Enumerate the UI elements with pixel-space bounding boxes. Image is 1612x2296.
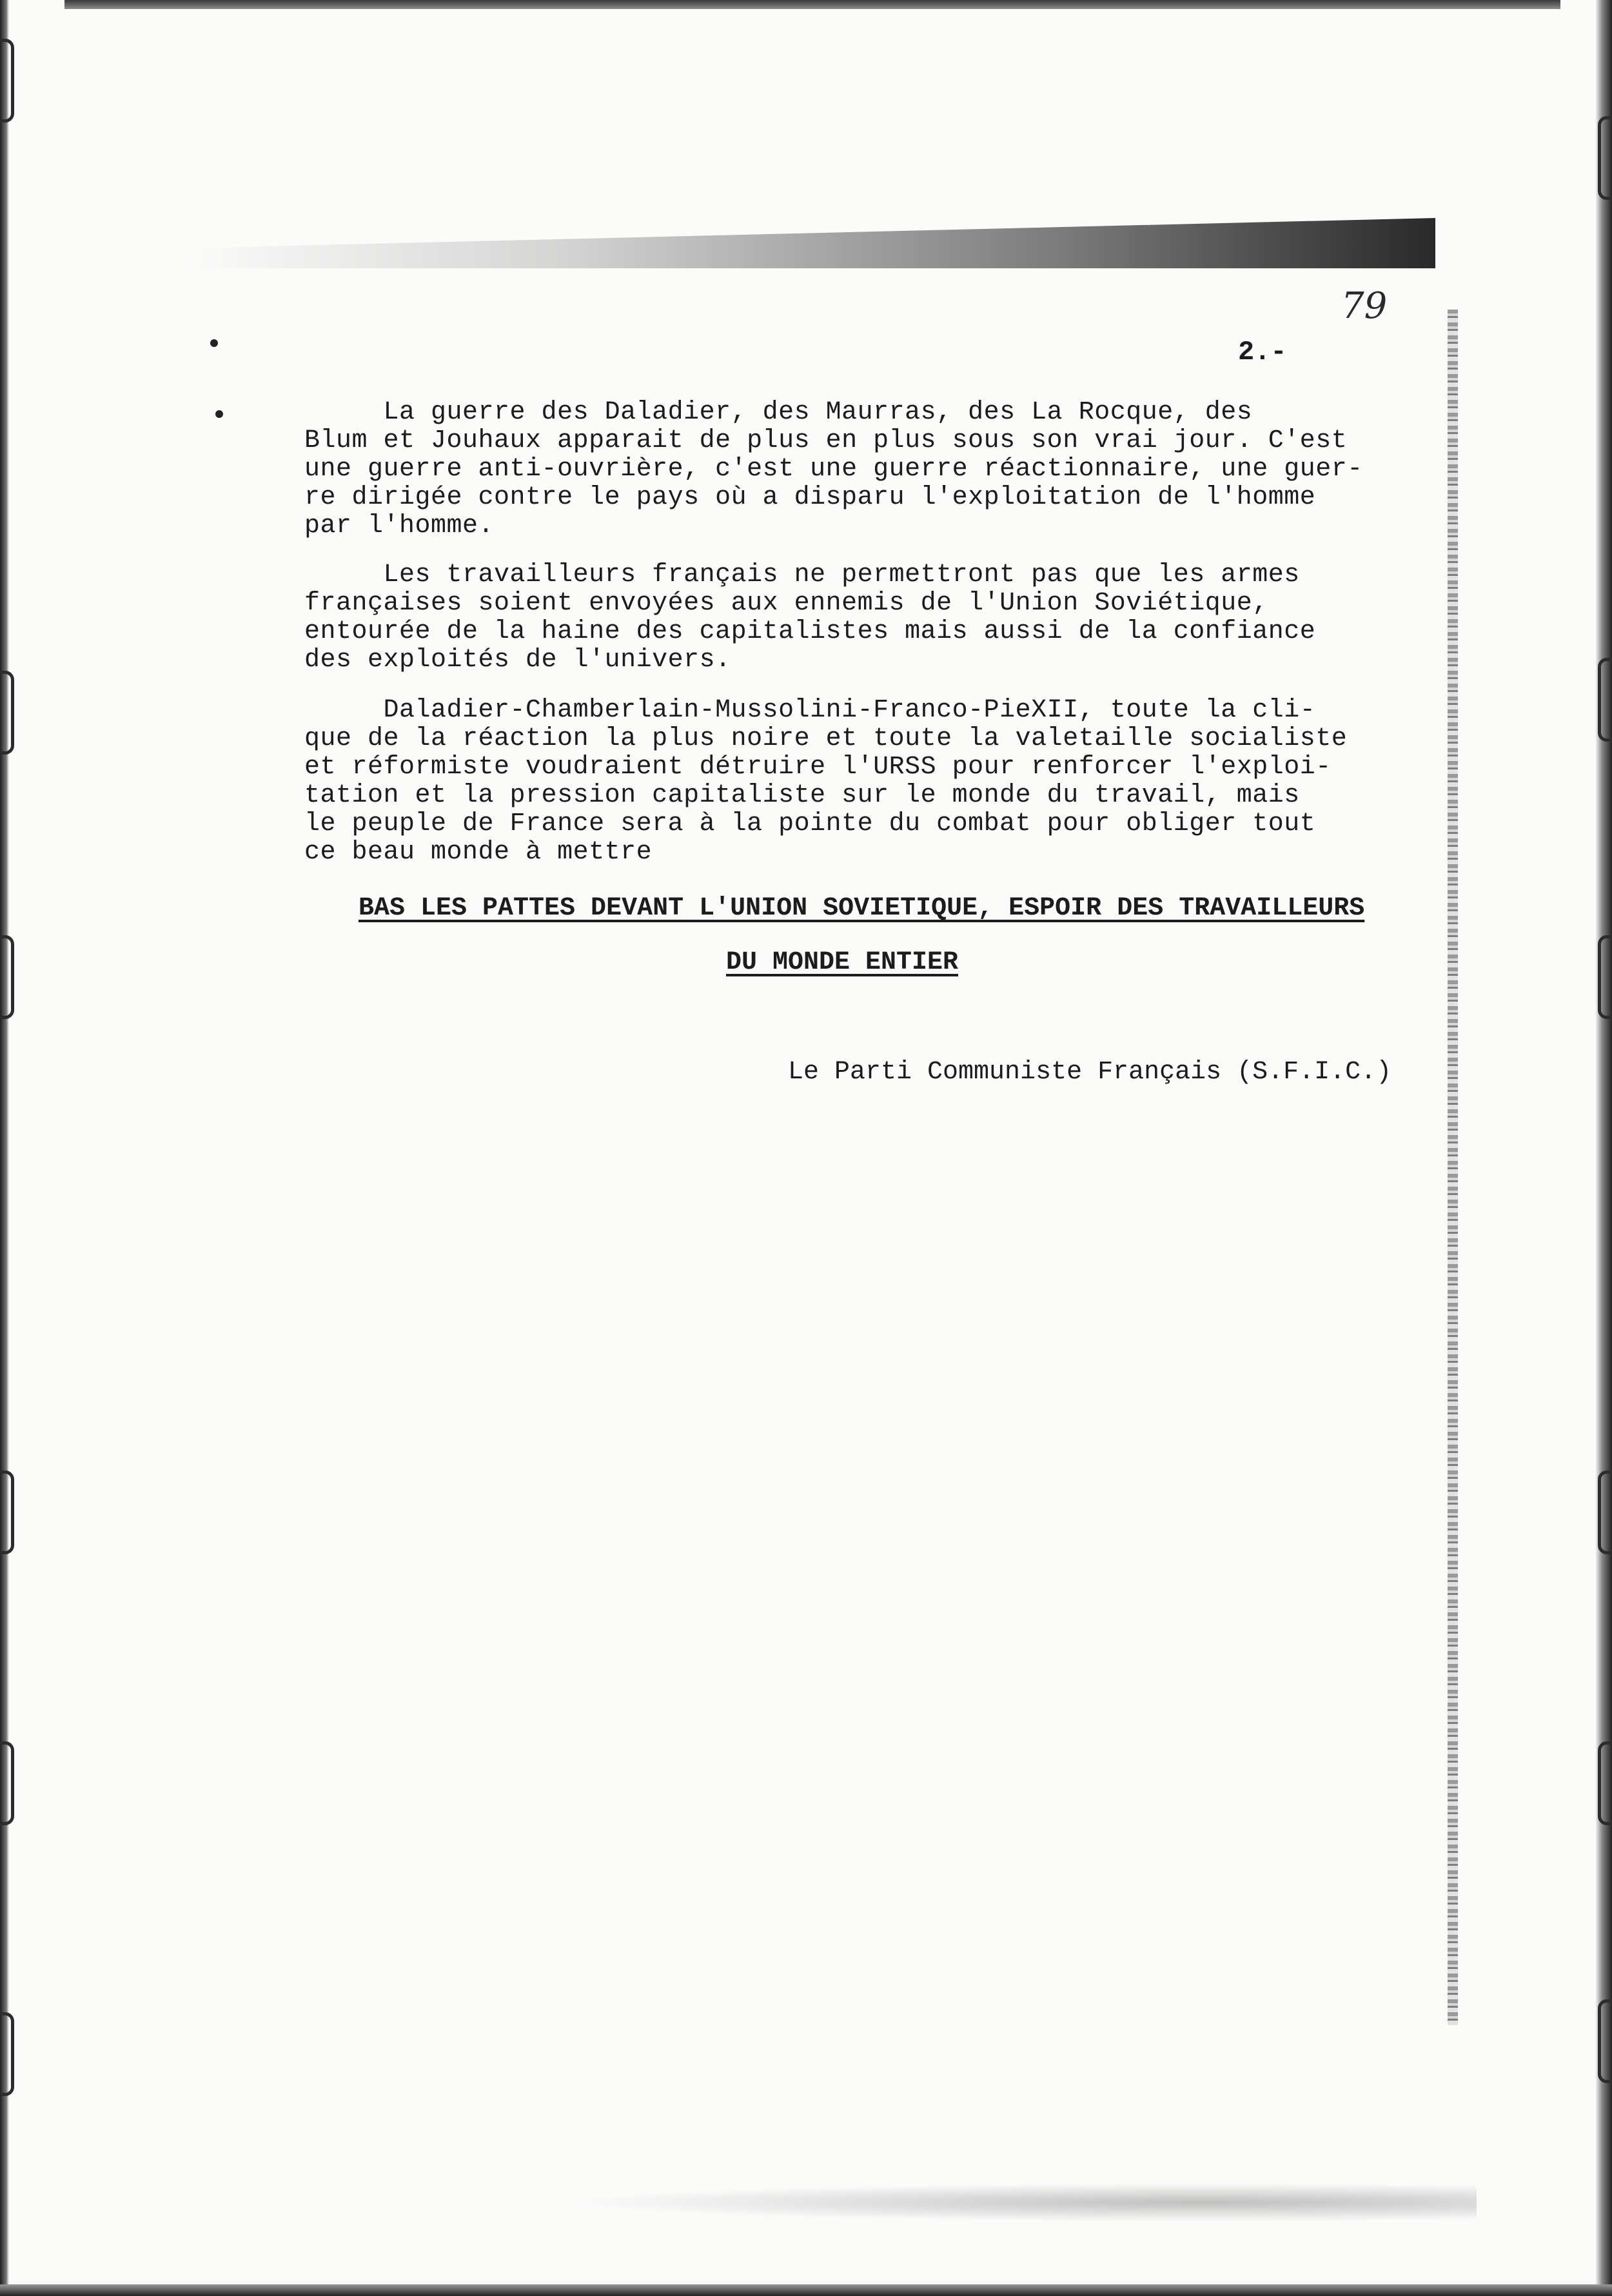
text-line: Daladier-Chamberlain-Mussolini-Franco-PieXII, toute la cli- [304,696,1316,725]
punch-dot [215,410,223,418]
text-line: La guerre des Daladier, des Maurras, des La Rocque, des [304,398,1253,427]
slogan-line-2: DU MONDE ENTIER [726,948,959,977]
binder-ring-mark [1598,1999,1612,2083]
paragraph-2 [304,561,1401,675]
photocopy-margin-strip [1448,310,1458,2025]
binder-ring-mark [1598,1741,1612,1825]
punch-dot [210,339,218,347]
signature: Le Parti Communiste Français (S.F.I.C.) [788,1058,1392,1087]
scan-bottom-edge [0,2284,1612,2296]
photocopy-smudge [567,2183,1477,2222]
text-line: le peuple de France sera à la pointe du combat pour obliger tout [304,809,1316,838]
binder-ring-mark [1598,658,1612,742]
binder-ring-mark [0,39,14,123]
photocopy-shadow-band [187,218,1435,268]
text-line: re dirigée contre le pays où a disparu l'exploitation de l'homme [304,483,1316,512]
binder-ring-mark [1598,116,1612,200]
scan-right-edge [1595,0,1612,2296]
text-line: entourée de la haine des capitalistes mais aussi de la confiance [304,617,1316,646]
binder-ring-mark [0,1470,14,1554]
binder-ring-mark [0,1741,14,1825]
text-line: une guerre anti-ouvrière, c'est une guerre réactionnaire, une guer- [304,455,1363,484]
text-line: des exploités de l'univers. [304,646,731,675]
text-line: que de la réaction la plus noire et toute la valetaille socialiste [304,724,1348,753]
binder-ring-mark [0,671,14,755]
paragraph-3 [304,697,1401,867]
text-line: Blum et Jouhaux apparait de plus en plus sous son vrai jour. C'est [304,426,1348,455]
binder-ring-mark [0,935,14,1019]
text-line: françaises soient envoyées aux ennemis de l'Union Soviétique, [304,589,1268,618]
text-line: et réformiste voudraient détruire l'URSS pour renforcer l'exploi- [304,753,1332,782]
binder-ring-mark [0,2012,14,2096]
slogan-line-1: BAS LES PATTES DEVANT L'UNION SOVIETIQUE, ESPOIR DES TRAVAILLEURS [359,894,1365,923]
text-line: par l'homme. [304,511,495,540]
text-line: tation et la pression capitaliste sur le monde du travail, mais [304,781,1300,810]
scan-left-edge [0,0,9,2296]
page-number: 2.- [1238,337,1287,368]
folio-number: 79 [1341,285,1388,327]
binder-ring-mark [1598,1470,1612,1554]
text-line: ce beau monde à mettre [304,838,653,867]
paragraph-1 [304,399,1401,540]
text-line: Les travailleurs français ne permettront pas que les armes [304,560,1300,589]
scan-top-edge [64,0,1560,9]
binder-ring-mark [1598,935,1612,1019]
